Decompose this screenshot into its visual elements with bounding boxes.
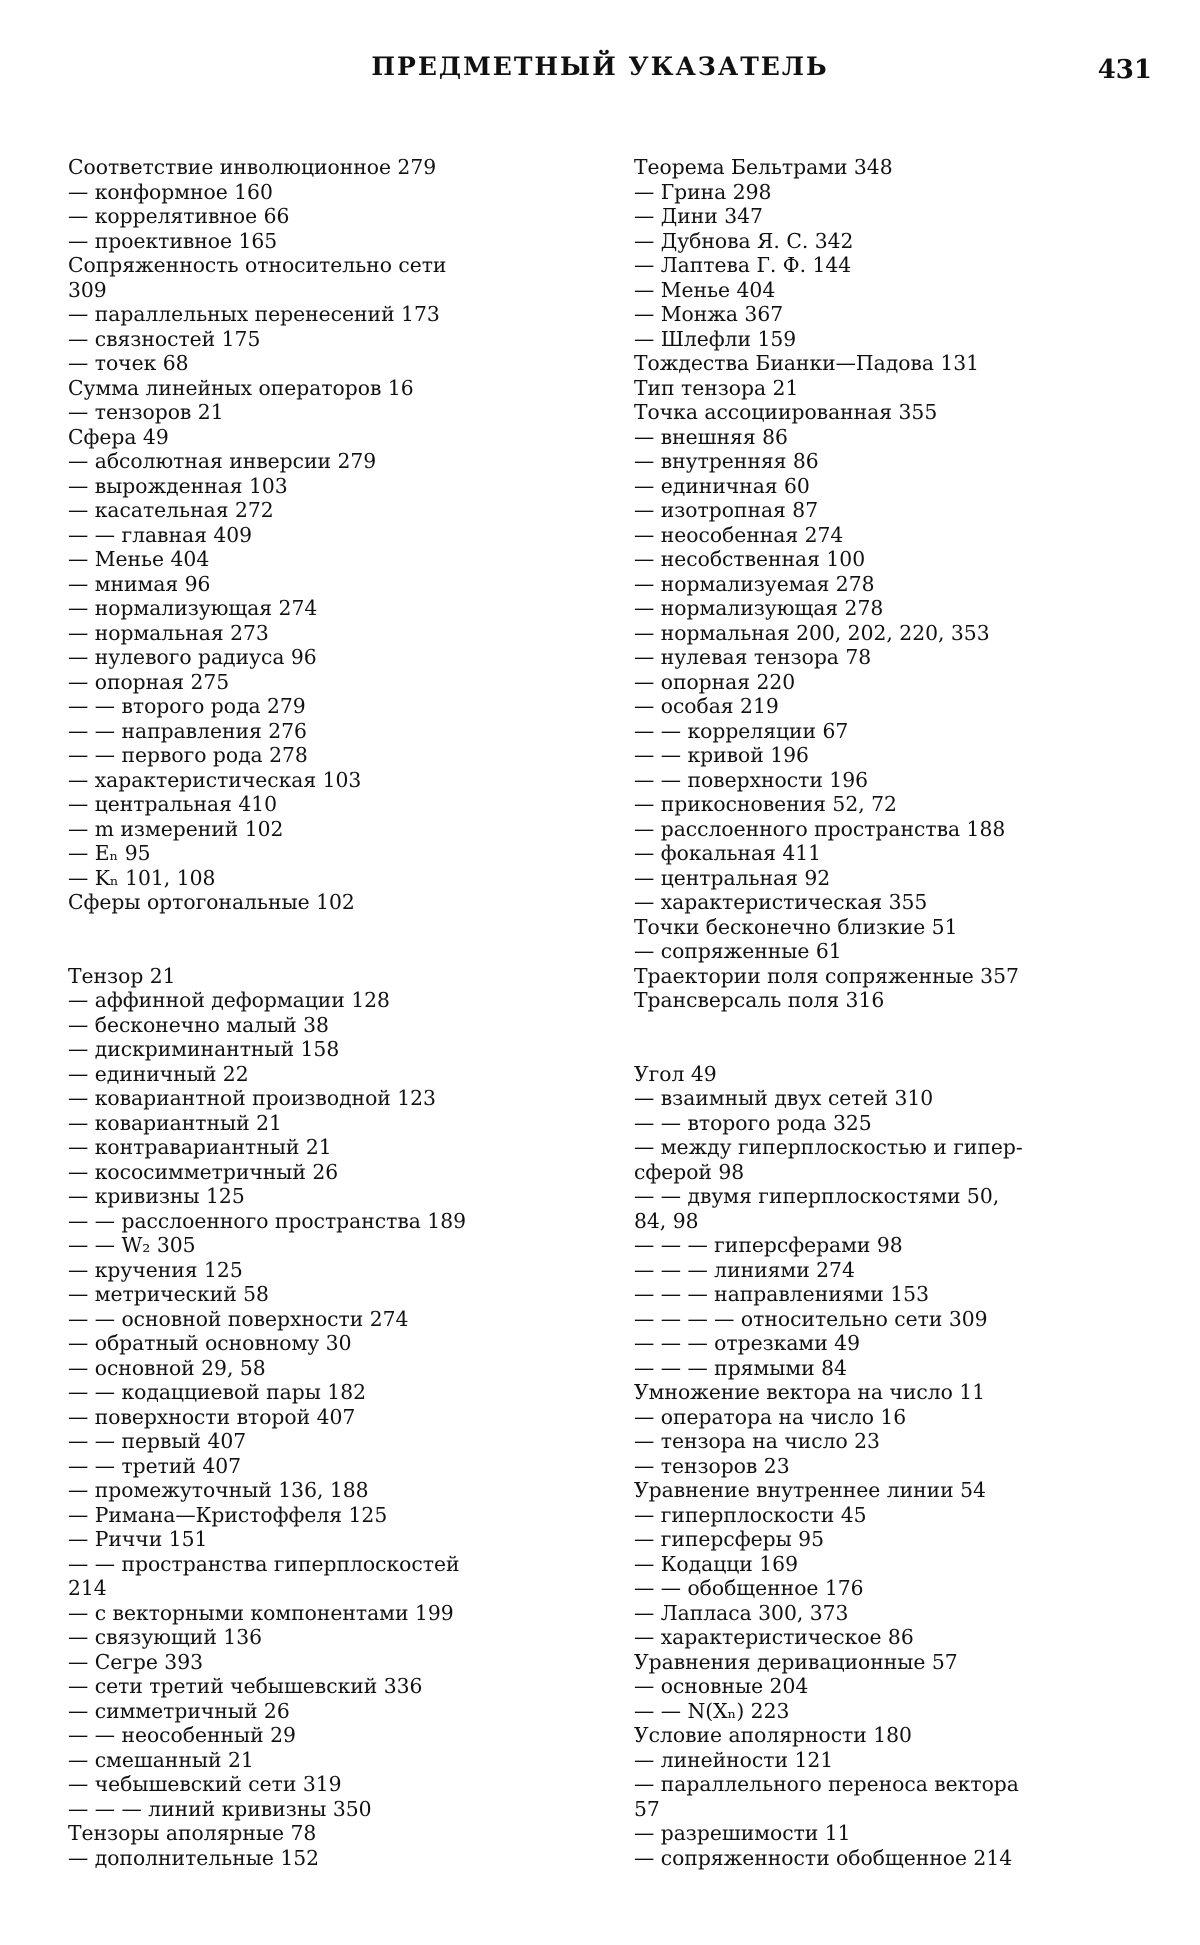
index-entry: — несобственная 100: [634, 547, 866, 571]
index-column-right: [634, 155, 1154, 1870]
index-entry: — — двумя гиперплоскостями 50,: [634, 1184, 1000, 1208]
index-entry: — — основной поверхности 274: [68, 1306, 409, 1331]
index-entry: — кососимметричный 26: [68, 1159, 339, 1184]
index-entry: — тензоров 21: [68, 400, 224, 424]
index-entry: 57: [634, 1796, 660, 1821]
index-entry: — Римана—Кристоффеля 125: [68, 1502, 388, 1527]
index-entry: — ковариантной производной 123: [68, 1086, 436, 1110]
index-entry: — — корреляции 67: [634, 718, 849, 743]
index-entry: — — — линий кривизны 350: [68, 1796, 372, 1821]
index-entry: Сопряженность относительно сети: [68, 253, 447, 277]
index-entry: — центральная 92: [634, 865, 831, 890]
index-entry: — ковариантный 21: [68, 1110, 282, 1135]
index-entry: — аффинной деформации 128: [68, 988, 390, 1012]
index-entry: — смешанный 21: [68, 1747, 254, 1772]
index-entry: Уравнение внутреннее линии 54: [634, 1478, 986, 1502]
index-entry: — — расслоенного пространства 189: [68, 1208, 466, 1233]
index-entry: — параллельного переноса вектора: [634, 1772, 1019, 1796]
index-entry: — расслоенного пространства 188: [634, 816, 1006, 841]
index-entry: — внешняя 86: [634, 424, 788, 449]
index-entry: — основной 29, 58: [68, 1355, 266, 1380]
index-entry: Трансверсаль поля 316: [634, 988, 885, 1012]
index-entry: 214: [68, 1576, 107, 1600]
section-gap: [68, 915, 608, 964]
index-entry: — бесконечно малый 38: [68, 1012, 329, 1037]
index-entry: — единичный 22: [68, 1061, 249, 1086]
index-entry: — единичная 60: [634, 473, 810, 498]
index-entry: — — W₂ 305: [68, 1233, 196, 1257]
index-entry: — нулевого радиуса 96: [68, 645, 317, 669]
index-entry: — нормальная 273: [68, 620, 269, 645]
index-entry: — обратный основному 30: [68, 1331, 352, 1355]
index-entry: — — — отрезками 49: [634, 1331, 860, 1355]
index-entry: — опорная 220: [634, 669, 796, 694]
index-entry: — связующий 136: [68, 1625, 262, 1649]
index-entry: — — второго рода 279: [68, 694, 306, 718]
index-entry: — характеристическая 355: [634, 890, 928, 914]
index-entry: — Сегре 393: [68, 1649, 204, 1674]
index-entry: — — обобщенное 176: [634, 1576, 864, 1600]
index-entry: — Лапласа 300, 373: [634, 1600, 849, 1625]
index-entry: — нормальная 200, 202, 220, 353: [634, 620, 990, 645]
index-entry: Тип тензора 21: [634, 375, 799, 400]
index-entry: — между гиперплоскостью и гипер-: [634, 1135, 1023, 1159]
index-entry: — m измерений 102: [68, 816, 284, 841]
index-entry: Точка ассоциированная 355: [634, 400, 938, 424]
index-entry: — — — направлениями 153: [634, 1282, 929, 1306]
index-entry: — Лаптева Г. Ф. 144: [634, 253, 852, 277]
index-entry: — Кодацци 169: [634, 1551, 798, 1576]
index-entry: — метрический 58: [68, 1282, 269, 1306]
index-entry: — чебышевский сети 319: [68, 1772, 342, 1796]
index-entry: — — кодацциевой пары 182: [68, 1380, 367, 1404]
index-entry: — нулевая тензора 78: [634, 645, 872, 669]
index-entry: — — — — относительно сети 309: [634, 1306, 988, 1331]
index-entry: — — поверхности 196: [634, 767, 869, 792]
index-entry: — кручения 125: [68, 1257, 243, 1282]
index-entry: — Менье 404: [634, 277, 776, 302]
index-entry: Точки бесконечно близкие 51: [634, 914, 958, 939]
index-entry: — — направления 276: [68, 718, 307, 743]
page-number: 431: [1097, 55, 1152, 85]
index-entry: — Шлефли 159: [634, 326, 797, 351]
index-entry: — сети третий чебышевский 336: [68, 1674, 423, 1698]
index-entry: — Дини 347: [634, 204, 763, 228]
index-entry: — гиперплоскости 45: [634, 1502, 867, 1527]
index-entry: — симметричный 26: [68, 1698, 290, 1723]
index-entry: — — второго рода 325: [634, 1110, 872, 1135]
index-entry: — — первого рода 278: [68, 743, 308, 767]
index-entry: — характеристическое 86: [634, 1625, 914, 1649]
index-entry: — проективное 165: [68, 228, 278, 253]
section-gap: [634, 1013, 1154, 1062]
index-entry: Сумма линейных операторов 16: [68, 375, 414, 400]
index-entry: — оператора на число 16: [634, 1404, 907, 1429]
index-entry: — — главная 409: [68, 522, 253, 547]
index-entry: — нормализующая 278: [634, 596, 884, 620]
index-entry: — — N(Xₙ) 223: [634, 1698, 790, 1723]
index-entry: — вырожденная 103: [68, 473, 288, 498]
index-entry: — точек 68: [68, 351, 189, 375]
index-entry: — дополнительные 152: [68, 1845, 320, 1870]
index-entry: — — третий 407: [68, 1453, 242, 1478]
index-entry: Тождества Бианки—Падова 131: [634, 351, 980, 375]
index-entry: — коррелятивное 66: [68, 204, 290, 228]
index-entry: — неособенная 274: [634, 522, 844, 547]
index-entry: — опорная 275: [68, 669, 230, 694]
index-entry: — тензоров 23: [634, 1453, 790, 1478]
index-entry: — промежуточный 136, 188: [68, 1478, 369, 1502]
index-entry: — Грина 298: [634, 179, 772, 204]
index-entry: — конформное 160: [68, 179, 273, 204]
index-entry: Угол 49: [634, 1061, 717, 1086]
index-entry: — — — линиями 274: [634, 1257, 855, 1282]
index-entry: — основные 204: [634, 1674, 809, 1698]
index-entry: — центральная 410: [68, 792, 278, 816]
index-entry: Теорема Бельтрами 348: [634, 155, 893, 179]
index-entry: — Дубнова Я. С. 342: [634, 228, 854, 253]
index-entry: — Монжа 367: [634, 302, 784, 326]
index-entry: — мнимая 96: [68, 571, 211, 596]
index-entry: — абсолютная инверсии 279: [68, 449, 377, 473]
index-entry: — связностей 175: [68, 326, 261, 351]
index-entry: Тензор 21: [68, 963, 176, 988]
index-entry: — поверхности второй 407: [68, 1404, 356, 1429]
index-entry: — Риччи 151: [68, 1527, 208, 1551]
index-entry: — особая 219: [634, 694, 779, 718]
index-entry: — — кривой 196: [634, 743, 809, 767]
index-column-left: [68, 155, 608, 1870]
index-entry: — разрешимости 11: [634, 1821, 851, 1845]
index-entry: — параллельных перенесений 173: [68, 302, 440, 326]
index-entry: — Eₙ 95: [68, 841, 151, 865]
index-entry: — — пространства гиперплоскостей: [68, 1551, 460, 1576]
index-entry: Сфера 49: [68, 424, 169, 449]
index-entry: — кривизны 125: [68, 1184, 245, 1208]
index-entry: — нормализующая 274: [68, 596, 318, 620]
index-entry: — — неособенный 29: [68, 1723, 296, 1747]
index-entry: — контравариантный 21: [68, 1135, 332, 1159]
index-entry: Траектории поля сопряженные 357: [634, 963, 1019, 988]
index-entry: — гиперсферы 95: [634, 1527, 824, 1551]
index-entry: Сферы ортогональные 102: [68, 890, 355, 914]
index-entry: — касательная 272: [68, 498, 274, 522]
index-entry: — — — прямыми 84: [634, 1355, 847, 1380]
index-entry: — фокальная 411: [634, 841, 822, 865]
index-entry: — — — гиперсферами 98: [634, 1233, 903, 1257]
index-entry: — характеристическая 103: [68, 767, 362, 792]
index-entry: — нормализуемая 278: [634, 571, 875, 596]
index-entry: — Менье 404: [68, 547, 210, 571]
index-entry: сферой 98: [634, 1159, 745, 1184]
index-entry: Условие аполярности 180: [634, 1723, 912, 1747]
index-entry: — взаимный двух сетей 310: [634, 1086, 934, 1110]
index-entry: — изотропная 87: [634, 498, 819, 522]
index-entry: — сопряженности обобщенное 214: [634, 1845, 1013, 1870]
index-entry: — тензора на число 23: [634, 1429, 880, 1453]
index-entry: Умножение вектора на число 11: [634, 1380, 986, 1404]
index-entry: Тензоры аполярные 78: [68, 1821, 317, 1845]
index-entry: Соответствие инволюционное 279: [68, 155, 437, 179]
index-entry: — линейности 121: [634, 1747, 834, 1772]
index-entry: — сопряженные 61: [634, 939, 842, 963]
index-entry: — прикосновения 52, 72: [634, 792, 897, 816]
index-entry: — — первый 407: [68, 1429, 247, 1453]
index-entry: 309: [68, 277, 107, 302]
index-entry: — дискриминантный 158: [68, 1037, 340, 1061]
index-entry: — внутренняя 86: [634, 449, 819, 473]
index-entry: 84, 98: [634, 1208, 699, 1233]
index-entry: — с векторными компонентами 199: [68, 1600, 454, 1625]
page-header-title: ПРЕДМЕТНЫЙ УКАЗАТЕЛЬ: [371, 52, 829, 81]
index-entry: Уравнения деривационные 57: [634, 1649, 958, 1674]
index-entry: — Kₙ 101, 108: [68, 865, 216, 890]
